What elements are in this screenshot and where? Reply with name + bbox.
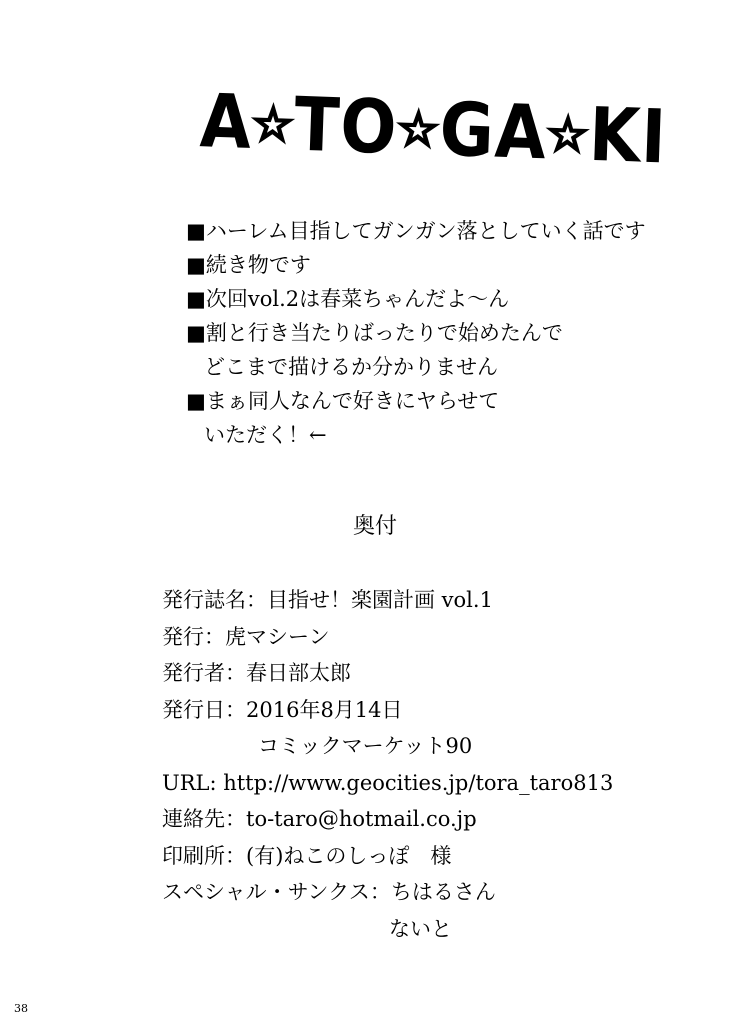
colophon-issuer: 発行者：春日部太郎	[162, 661, 351, 685]
colophon-book-title: 発行誌名：目指せ！楽園計画 vol.1	[162, 588, 493, 612]
title-part-a: A	[198, 77, 254, 166]
note-line: ■まぁ同人なんで好きにヤらせて	[186, 389, 500, 413]
colophon-url: URL: http://www.geocities.jp/tora_taro813	[162, 770, 614, 795]
colophon-thanks: スペシャル・サンクス：ちはるさん	[162, 880, 496, 904]
star-icon: ☆	[545, 106, 591, 163]
note-line: ■ハーレム目指してガンガン落としていく話です	[186, 219, 646, 243]
title-part-to: TO	[292, 81, 400, 171]
colophon-printer: 印刷所：(有)ねこのしっぽ 様	[162, 843, 452, 868]
note-line: ■続き物です	[186, 253, 311, 277]
note-line-continued: いただく！←	[204, 423, 327, 447]
colophon-event: コミックマーケット90	[258, 734, 473, 758]
star-icon: ☆	[251, 96, 296, 152]
star-icon: ☆	[396, 101, 441, 157]
note-line: ■次回vol.2は春菜ちゃんだよ～ん	[186, 287, 510, 311]
page-number: 38	[14, 1002, 28, 1015]
colophon	[162, 582, 722, 947]
note-line: ■割と行き当たりばったりで始めたんで	[186, 321, 563, 345]
colophon-contact: 連絡先：to-taro@hotmail.co.jp	[162, 807, 477, 831]
colophon-publisher: 発行：虎マシーン	[162, 624, 330, 649]
author-notes	[186, 214, 656, 452]
title-part-ki: KI	[587, 91, 669, 181]
colophon-thanks-continued: ないと	[389, 916, 452, 941]
note-line-continued: どこまで描けるか分かりません	[204, 355, 498, 379]
colophon-date: 発行日：2016年8月14日	[162, 697, 403, 722]
title-part-ga: GA	[438, 86, 549, 177]
page-title	[198, 77, 669, 181]
colophon-heading: 奥付	[352, 514, 397, 539]
